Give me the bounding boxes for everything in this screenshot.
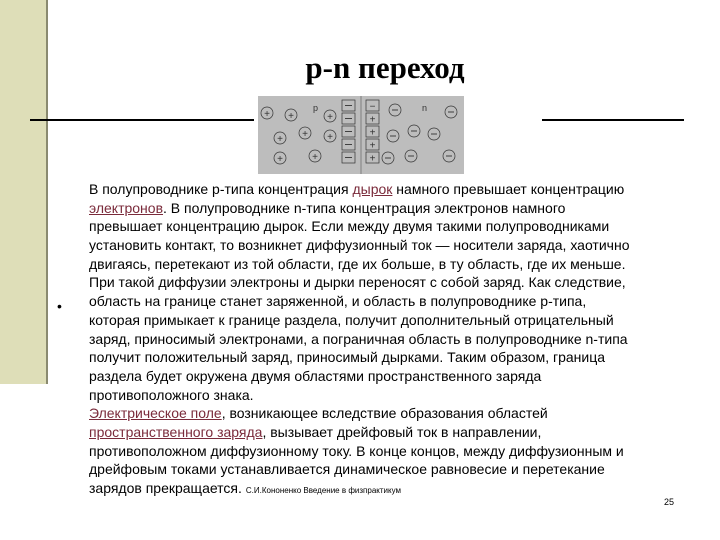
decorative-sidebar-edge [46,0,48,384]
page-number: 25 [664,497,675,507]
text-line: установить контакт, то возникнет диффузионный ток — носители заряда, хаотично [89,237,630,254]
title-rule-right [542,119,684,121]
text-line: раздела будет окружена двумя областями пространственного заряда [89,367,542,384]
body-text [89,180,719,498]
link-holes[interactable]: дырок [352,181,393,197]
link-electrons[interactable]: электронов [89,199,164,216]
plus-sign: + [264,109,270,120]
text-line: которая примыкает к границе раздела, получит дополнительный отрицательный [89,311,614,328]
plus-sign: + [369,114,376,126]
plus-sign: + [327,132,333,143]
text-line: зарядов прекращается. [89,480,242,496]
text-line: При такой диффузии электроны и дырки переносят с собой заряд. Как следствие, [89,274,626,291]
n-region-ion-signs [370,102,376,165]
text-span: . В полупроводнике n-типа концентрация электронов намного [163,199,566,216]
link-space-charge[interactable]: пространственного заряда [89,423,263,440]
plus-sign: + [277,154,283,165]
plus-sign: + [369,140,376,152]
text-line: дрейфовым токами устанавливается динамическое равновесие и перетекание [89,461,605,478]
minus-sign: − [369,101,376,113]
slide-title: p-n переход [305,50,465,85]
plus-sign: + [288,111,294,122]
plus-sign: + [327,112,333,123]
text-line: превышает концентрацию дырок. Если между двумя такими полупроводниками [89,218,610,235]
p-region-label: p [313,103,319,113]
decorative-sidebar-bar [0,0,46,384]
text-line: двигаясь, перетекают из той области, где их больше, в ту область, где их меньше. [89,255,626,272]
bullet-marker: • [57,298,62,314]
plus-sign: + [369,127,376,139]
text-line: противоположном диффузионному току. В конце концов, между диффузионным и [89,442,624,459]
plus-sign: + [302,129,308,140]
footer-credit: С.И.Кононенко Введение в физпрактикум [245,486,401,495]
text-span: В полупроводнике р-типа концентрация [89,181,353,197]
link-electric-field[interactable]: Электрическое поле [89,405,222,422]
text-line: получит положительный заряд, приносимый дырками. Таким образом, граница [89,349,606,366]
text-span: , возникающее вследствие образования областей [221,405,548,422]
text-line: область на границе станет заряженной, и область в полупроводнике р-типа, [89,293,587,310]
n-region-label: n [422,103,428,113]
plus-sign: + [277,134,283,145]
plus-sign: + [312,152,318,163]
plus-sign: + [369,153,376,165]
pn-junction-diagram [258,96,464,174]
text-line: противоположного знака. [89,386,254,403]
text-span: , вызывает дрейфовый ток в направлении, [262,423,542,440]
title-rule-left [30,119,254,121]
text-line: заряд, приносимый электронами, а пограничная область в полупроводнике n-типа [89,330,628,347]
text-span: намного превышает концентрацию [392,181,625,197]
